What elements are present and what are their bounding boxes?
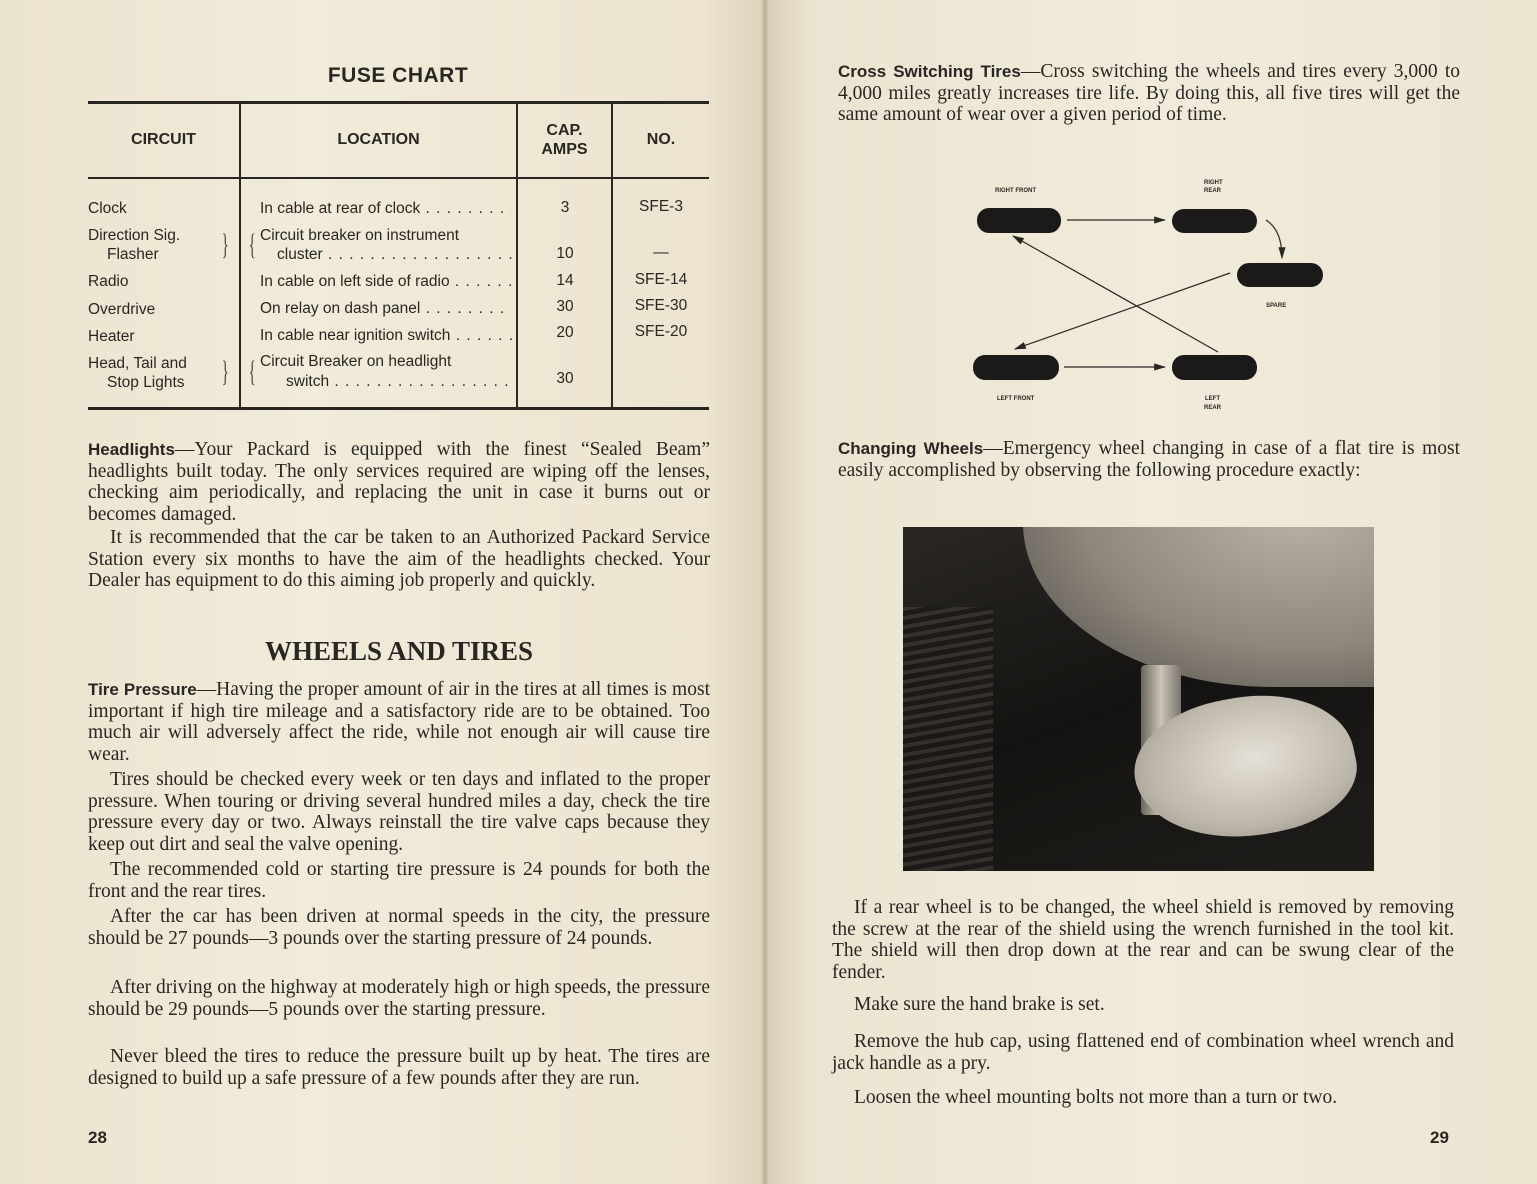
recommended-pressure-paragraph: The recommended cold or starting tire pressure is 24 pounds for both the front and the rear tires. [88, 859, 710, 902]
cell-location: In cable at rear of clock . . . [260, 199, 512, 218]
highway-pressure-paragraph: After driving on the highway at moderately high or high speeds, the pressure should be 29 pounds—5 pounds over the starting pressure. [88, 977, 710, 1020]
cell-location: On relay on dash panel . . . [260, 299, 512, 318]
label-left-rear-1: LEFT [1205, 396, 1220, 402]
cell-no: SFE-30 [634, 297, 688, 314]
arrow-rr-to-spare [1266, 220, 1282, 258]
cell-no: — [653, 244, 669, 261]
tire-left-rear [1172, 355, 1257, 380]
cell-amps: 30 [556, 370, 574, 387]
hub-cap-paragraph: Remove the hub cap, using flattened end of combination wheel wrench and jack handle as a pry. [832, 1031, 1454, 1074]
cell-location: In cable on left side of radio . . . [260, 272, 512, 291]
table-header-rule [88, 177, 709, 179]
cross-switching-heading: Cross Switching Tires [838, 62, 1021, 81]
header-cap: CAP. [546, 122, 583, 139]
brace-icon: } [221, 355, 229, 388]
cell-location: switch . . . [286, 372, 512, 391]
header-amps: AMPS [541, 141, 588, 158]
headlights-paragraph [88, 439, 710, 526]
cell-location: cluster . . . [277, 245, 512, 264]
tire-right-rear [1172, 209, 1257, 233]
tire-pressure-heading: Tire Pressure [88, 680, 197, 699]
cross-switching-text: —Cross switching the wheels and tires every 3,000 to 4,000 miles greatly increases tire life. By doing this, all five tires will get the same amount of wear over a given period of time. [838, 61, 1460, 126]
cell-circuit: Stop Lights [107, 374, 185, 391]
brace-icon: } [221, 228, 229, 261]
changing-wheels-text: —Emergency wheel changing in case of a flat tire is most easily accomplished by observing the following procedure exactly: [838, 438, 1460, 481]
changing-wheels-paragraph [838, 438, 1460, 481]
cell-circuit: Flasher [107, 246, 159, 263]
loosen-bolts-paragraph: Loosen the wheel mounting bolts not more than a turn or two. [854, 1087, 1338, 1108]
brace-icon: { [248, 355, 256, 388]
tire-spare [1237, 263, 1323, 287]
page-number: 29 [1430, 1128, 1449, 1147]
wheel-shield-paragraph: If a rear wheel is to be changed, the wheel shield is removed by removing the screw at the rear of the shield using the wrench furnished in the tool kit. The shield will then drop down at the rear and can be swung clear of the fender. [832, 897, 1454, 984]
changing-wheels-heading: Changing Wheels [838, 439, 984, 458]
cell-amps: 10 [556, 245, 574, 262]
book-gutter [762, 0, 768, 1184]
cell-location: Circuit Breaker on headlight [260, 353, 452, 370]
tire-rotation-diagram [940, 170, 1340, 420]
cell-circuit: Heater [88, 328, 135, 345]
header-no: NO. [646, 131, 676, 148]
tire-pressure-text: —Having the proper amount of air in the tires at all times is most important if high tire mileage and a satisfactory ride are to be obtained. Too much air will adversely affect the ride, while not enough air will cause tire wear. [88, 679, 710, 766]
cell-circuit: Head, Tail and [88, 355, 187, 372]
label-right-rear-1: RIGHT [1204, 180, 1223, 186]
arrow-spare-to-lf [1015, 273, 1230, 349]
cell-circuit: Direction Sig. [88, 227, 181, 244]
page-number: 28 [88, 1128, 107, 1147]
headlights-heading: Headlights [88, 440, 175, 459]
table-bottom-rule [88, 407, 709, 410]
tire-check-paragraph: Tires should be checked every week or ten days and inflated to the proper pressure. When touring or driving several hundred miles a day, check the tire pressure every day or two. Always reinstall the tire valve caps because they keep out dirt and seal the valve opening. [88, 769, 710, 856]
cell-circuit: Radio [88, 273, 129, 290]
tire-left-front [973, 355, 1059, 380]
cell-circuit: Overdrive [88, 301, 156, 318]
cell-no: SFE-14 [634, 271, 688, 288]
wheels-tires-heading: WHEELS AND TIRES [264, 636, 534, 666]
cell-amps: 14 [556, 272, 574, 289]
header-circuit: CIRCUIT [131, 131, 196, 148]
tire-pressure-paragraph [88, 679, 710, 766]
brace-icon: { [248, 228, 256, 261]
label-left-rear-2: REAR [1204, 405, 1222, 411]
arrow-lr-to-rf [1013, 236, 1218, 352]
label-left-front: LEFT FRONT [997, 396, 1035, 402]
table-top-rule [88, 101, 709, 104]
header-location: LOCATION [337, 131, 420, 148]
cell-amps: 30 [556, 298, 574, 315]
cell-no: SFE-20 [634, 323, 688, 340]
fuse-chart-title: FUSE CHART [327, 64, 469, 87]
header-cap-amps [518, 121, 611, 159]
cell-amps: 3 [560, 199, 570, 216]
bleed-tires-paragraph: Never bleed the tires to reduce the pressure built up by heat. The tires are designed to build up a safe pressure of a few pounds after they are run. [88, 1046, 710, 1089]
headlights-text: —Your Packard is equipped with the finest “Sealed Beam” headlights built today. The only services required are wiping off the lenses, checking aim periodically, and replacing the unit in case it burns out or becomes damaged. [88, 439, 710, 526]
label-spare: SPARE [1266, 303, 1287, 309]
cell-location: In cable near ignition switch . . . [260, 326, 512, 345]
city-pressure-paragraph: After the car has been driven at normal speeds in the city, the pressure should be 27 pounds—3 pounds over the starting pressure of 24 pounds. [88, 906, 710, 949]
wheel-shield-photo [903, 527, 1374, 871]
cell-no: SFE-3 [639, 198, 683, 215]
cell-circuit: Clock [88, 200, 127, 217]
headlights-aim-paragraph: It is recommended that the car be taken to an Authorized Packard Service Station every six months to have the aim of the headlights checked. Your Dealer has equipment to do this aiming job properly and quickly. [88, 527, 710, 592]
label-right-rear-2: REAR [1204, 188, 1222, 194]
cross-switching-paragraph [838, 61, 1460, 126]
cell-location: Circuit breaker on instrument [260, 227, 459, 244]
tire-right-front [977, 208, 1061, 233]
label-right-front: RIGHT FRONT [995, 188, 1036, 194]
hand-brake-paragraph: Make sure the hand brake is set. [854, 994, 1105, 1015]
cell-amps: 20 [556, 324, 574, 341]
